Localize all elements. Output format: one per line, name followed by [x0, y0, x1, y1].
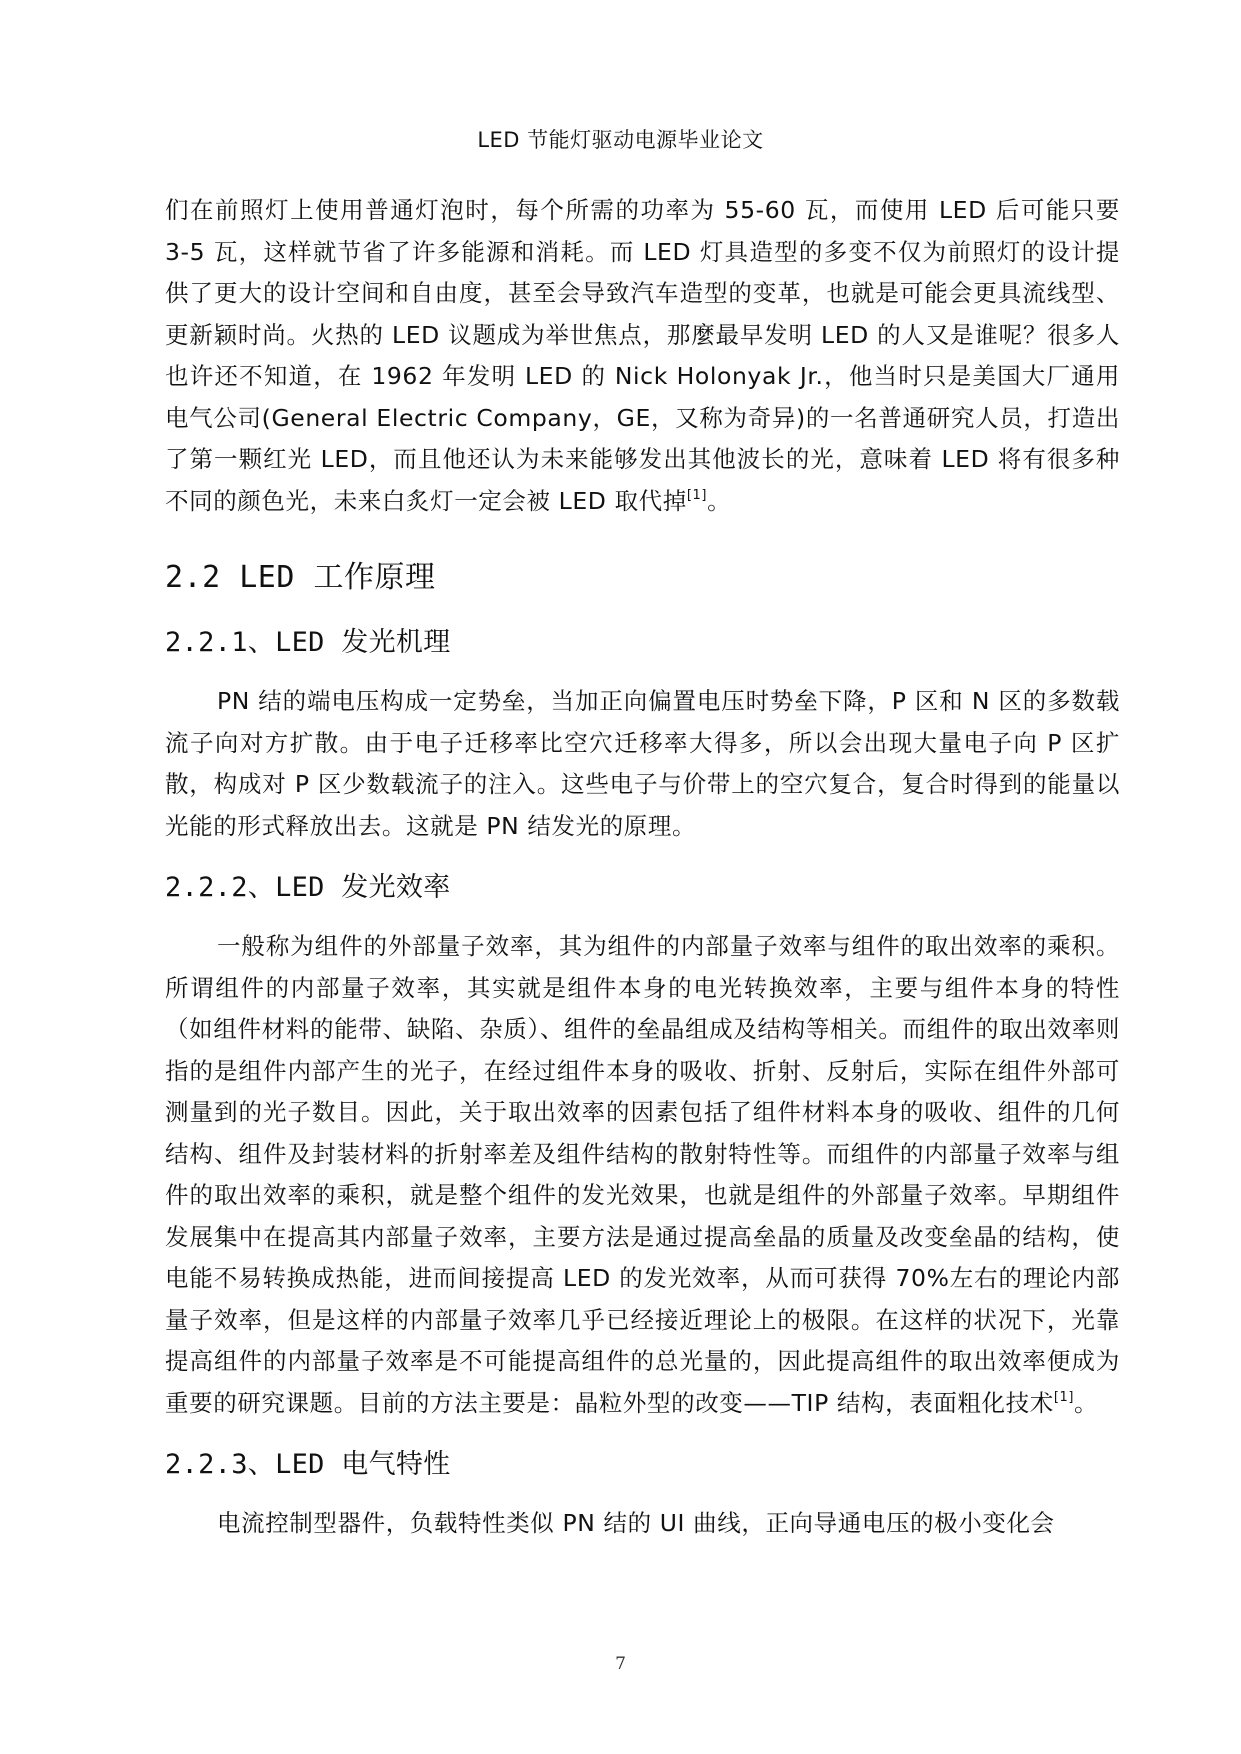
intro-text: 们在前照灯上使用普通灯泡时，每个所需的功率为 55-60 瓦，而使用 LED 后可能只要 3-5 瓦，这样就节省了许多能源和消耗。而 LED 灯具造型的多变不仅为前照灯的设计提供了更大的设计空间和自由度，甚至会导致汽车造型的变革，也就是可能会更具流线型、更新颖时尚。火热的 LED 议题成为举世焦点，那麼最早发明 LED 的人又是谁呢？很多人也许还不知道，在 1962 年发明 LED 的 Nick Holonyak Jr.，他当时只是美国大厂通用电气公司(General Electric Company，GE，又称为奇异)的一名普通研究人员，打造出了第一颗红光 LED，而且他还认为未来能够发出其他波长的光，意味着 LED 将有很多种不同的颜色光，未来白炙灯一定会被 LED 取代掉: [165, 196, 1120, 515]
section-heading-2-2: 2.2 LED 工作原理: [165, 560, 436, 595]
section-heading-2-2-2: 2.2.2、LED 发光效率: [165, 872, 451, 903]
paragraph-2-2-3: 电流控制型器件，负载特性类似 PN 结的 UI 曲线，正向导通电压的极小变化会: [217, 1509, 1055, 1537]
section-heading-2-2-1: 2.2.1、LED 发光机理: [165, 627, 451, 658]
paragraph-2-2-2-end: 。: [1074, 1388, 1099, 1417]
intro-end: 。: [707, 486, 732, 515]
citation-ref: [1]: [686, 487, 708, 503]
section-heading-2-2-3: 2.2.3、LED 电气特性: [165, 1449, 451, 1480]
paragraph-2-2-2: [165, 926, 1120, 1424]
intro-paragraph: [165, 190, 1120, 522]
paragraph-2-2-2-text: 一般称为组件的外部量子效率，其为组件的内部量子效率与组件的取出效率的乘积。所谓组件的内部量子效率，其实就是组件本身的电光转换效率，主要与组件本身的特性（如组件材料的能带、缺陷、杂质）、组件的垒晶组成及结构等相关。而组件的取出效率则指的是组件内部产生的光子，在经过组件本身的吸收、折射、反射后，实际在组件外部可测量到的光子数目。因此，关于取出效率的因素包括了组件材料本身的吸收、组件的几何结构、组件及封装材料的折射率差及组件结构的散射特性等。而组件的内部量子效率与组件的取出效率的乘积，就是整个组件的发光效果，也就是组件的外部量子效率。早期组件发展集中在提高其内部量子效率，主要方法是通过提高垒晶的质量及改变垒晶的结构，使电能不易转换成热能，进而间接提高 LED 的发光效率，从而可获得 70%左右的理论内部量子效率，但是这样的内部量子效率几乎已经接近理论上的极限。在这样的状况下，光靠提高组件的内部量子效率是不可能提高组件的总光量的，因此提高组件的取出效率便成为重要的研究课题。目前的方法主要是：晶粒外型的改变——TIP 结构，表面粗化技术: [165, 932, 1120, 1417]
paragraph-2-2-1: PN 结的端电压构成一定势垒，当加正向偏置电压时势垒下降，P 区和 N 区的多数载流子向对方扩散。由于电子迁移率比空穴迁移率大得多，所以会出现大量电子向 P 区扩散，构成对 P 区少数载流子的注入。这些电子与价带上的空穴复合，复合时得到的能量以光能的形式释放出去。这就是 PN 结发光的原理。: [165, 687, 1120, 840]
page-number: 7: [615, 1654, 626, 1674]
running-header: LED 节能灯驱动电源毕业论文: [477, 128, 764, 152]
citation-ref: [1]: [1053, 1389, 1075, 1405]
page-content: [165, 190, 1120, 1545]
